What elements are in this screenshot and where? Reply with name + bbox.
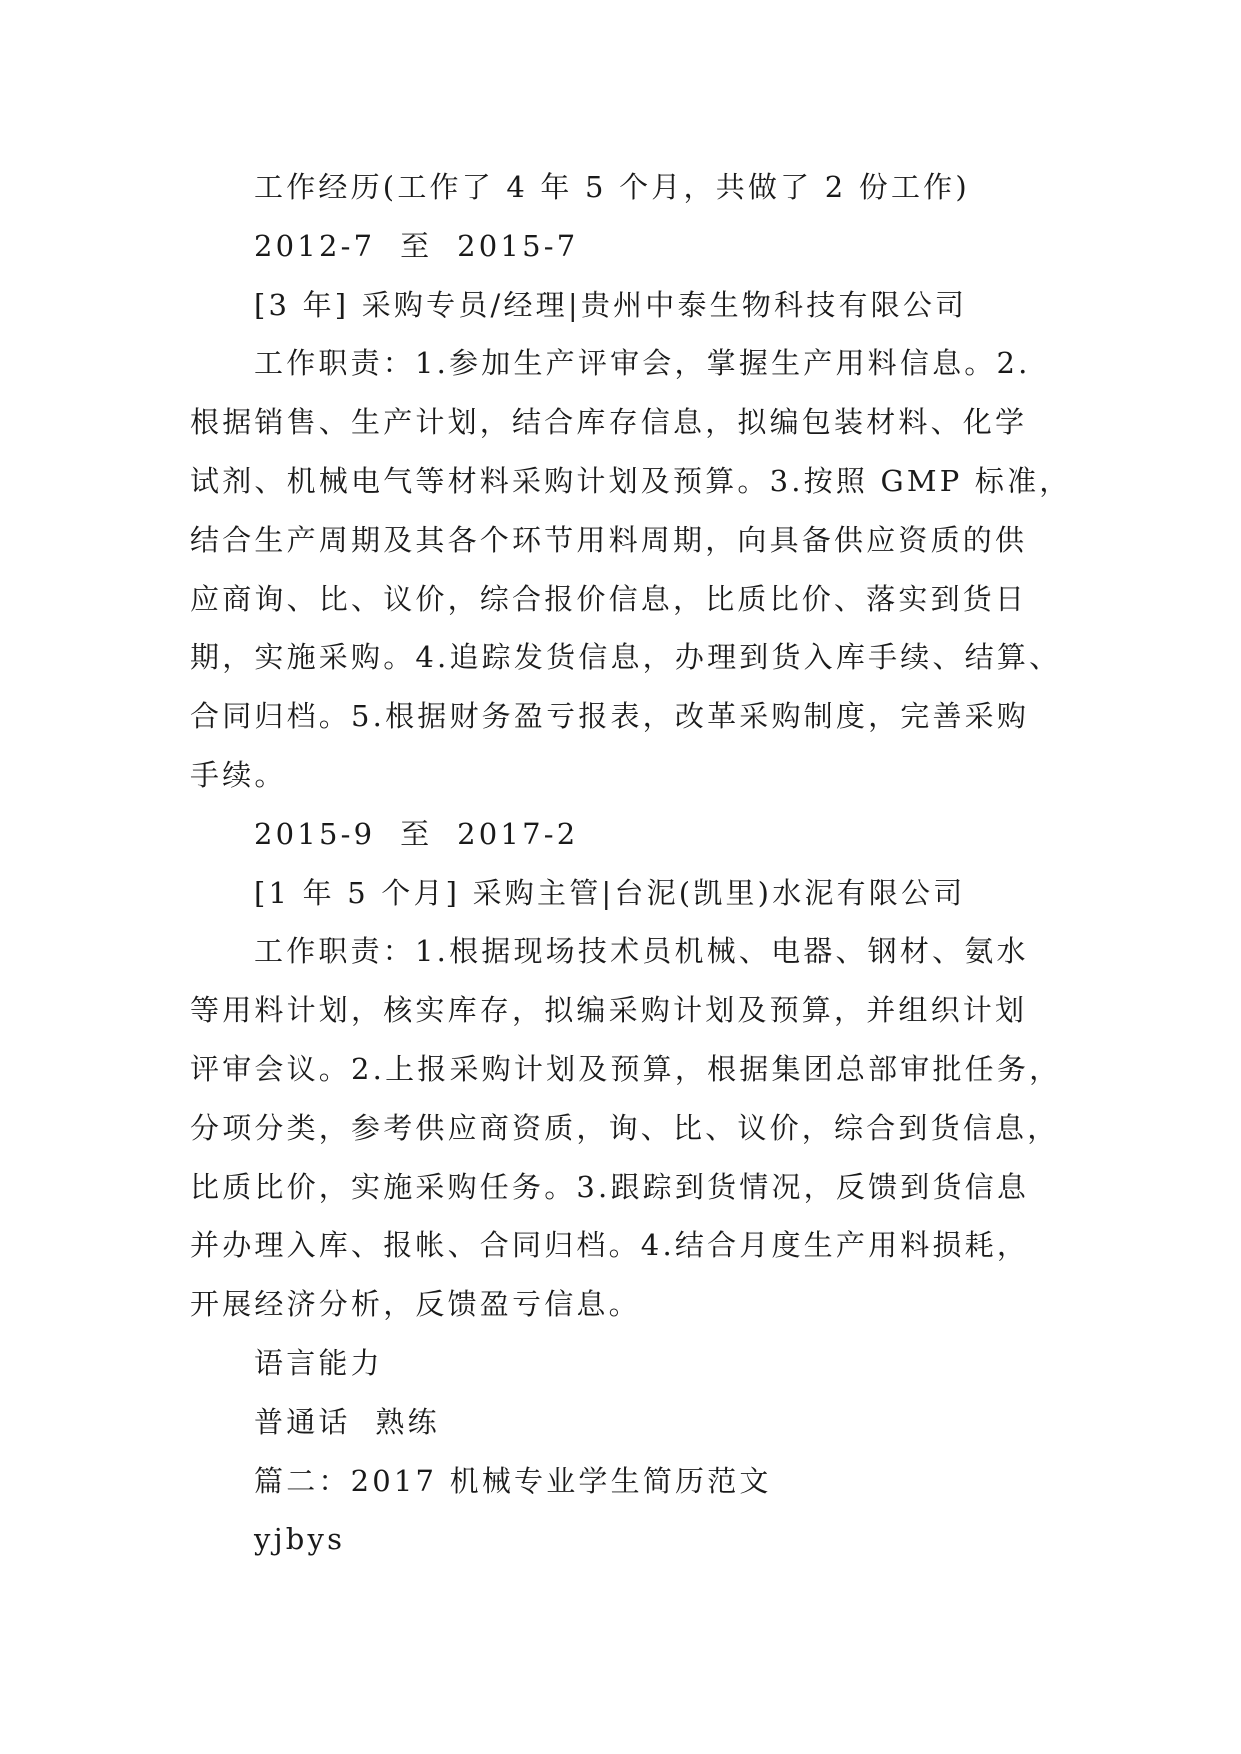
job-period-2: 2015-9 至 2017-2 <box>254 816 579 851</box>
job-duties-2-line: 开展经济分析，反馈盈亏信息。 <box>190 1287 641 1322</box>
document-body <box>190 158 1070 1569</box>
article-heading-2: 篇二：2017 机械专业学生简历范文 <box>254 1463 772 1498</box>
job-duties-2-line: 分项分类，参考供应商资质，询、比、议价，综合到货信息， <box>190 1110 1060 1145</box>
job-title-company-2: [1 年 5 个月] 采购主管|台泥(凯里)水泥有限公司 <box>254 875 966 910</box>
job-duties-1-line: 结合生产周期及其各个环节用料周期，向具备供应资质的供 <box>190 522 1028 557</box>
job-duties-2-line: 评审会议。2.上报采购计划及预算，根据集团总部审批任务， <box>190 1051 1062 1086</box>
job-duties-2-line: 工作职责：1.根据现场技术员机械、电器、钢材、氨水 <box>254 934 1029 969</box>
language-skill: 普通话 熟练 <box>254 1404 440 1439</box>
source-text: yjbys <box>254 1522 346 1557</box>
job-duties-1-line: 期，实施采购。4.追踪发货信息，办理到货入库手续、结算、 <box>190 640 1062 675</box>
job-duties-1-line: 工作职责：1.参加生产评审会，掌握生产用料信息。2. <box>254 346 1031 381</box>
job-duties-2-line: 并办理入库、报帐、合同归档。4.结合月度生产用料损耗， <box>190 1228 1030 1263</box>
job-duties-1-line: 试剂、机械电气等材料采购计划及预算。3.按照 GMP 标准， <box>190 463 1072 498</box>
job-period-1: 2012-7 至 2015-7 <box>254 228 579 263</box>
job-title-company-1: [3 年] 采购专员/经理|贵州中泰生物科技有限公司 <box>254 287 968 322</box>
job-duties-2-line: 等用料计划，核实库存，拟编采购计划及预算，并组织计划 <box>190 993 1028 1028</box>
job-duties-1-line: 手续。 <box>190 757 287 792</box>
job-duties-1-line: 根据销售、生产计划，结合库存信息，拟编包装材料、化学 <box>190 405 1028 440</box>
section-heading-language: 语言能力 <box>254 1345 383 1380</box>
job-duties-2-line: 比质比价，实施采购任务。3.跟踪到货情况，反馈到货信息 <box>190 1169 1030 1204</box>
job-duties-1-line: 合同归档。5.根据财务盈亏报表，改革采购制度，完善采购 <box>190 699 1030 734</box>
job-duties-1-line: 应商询、比、议价，综合报价信息，比质比价、落实到货日 <box>190 581 1028 616</box>
section-heading-work-experience: 工作经历(工作了 4 年 5 个月，共做了 2 份工作) <box>254 170 970 204</box>
